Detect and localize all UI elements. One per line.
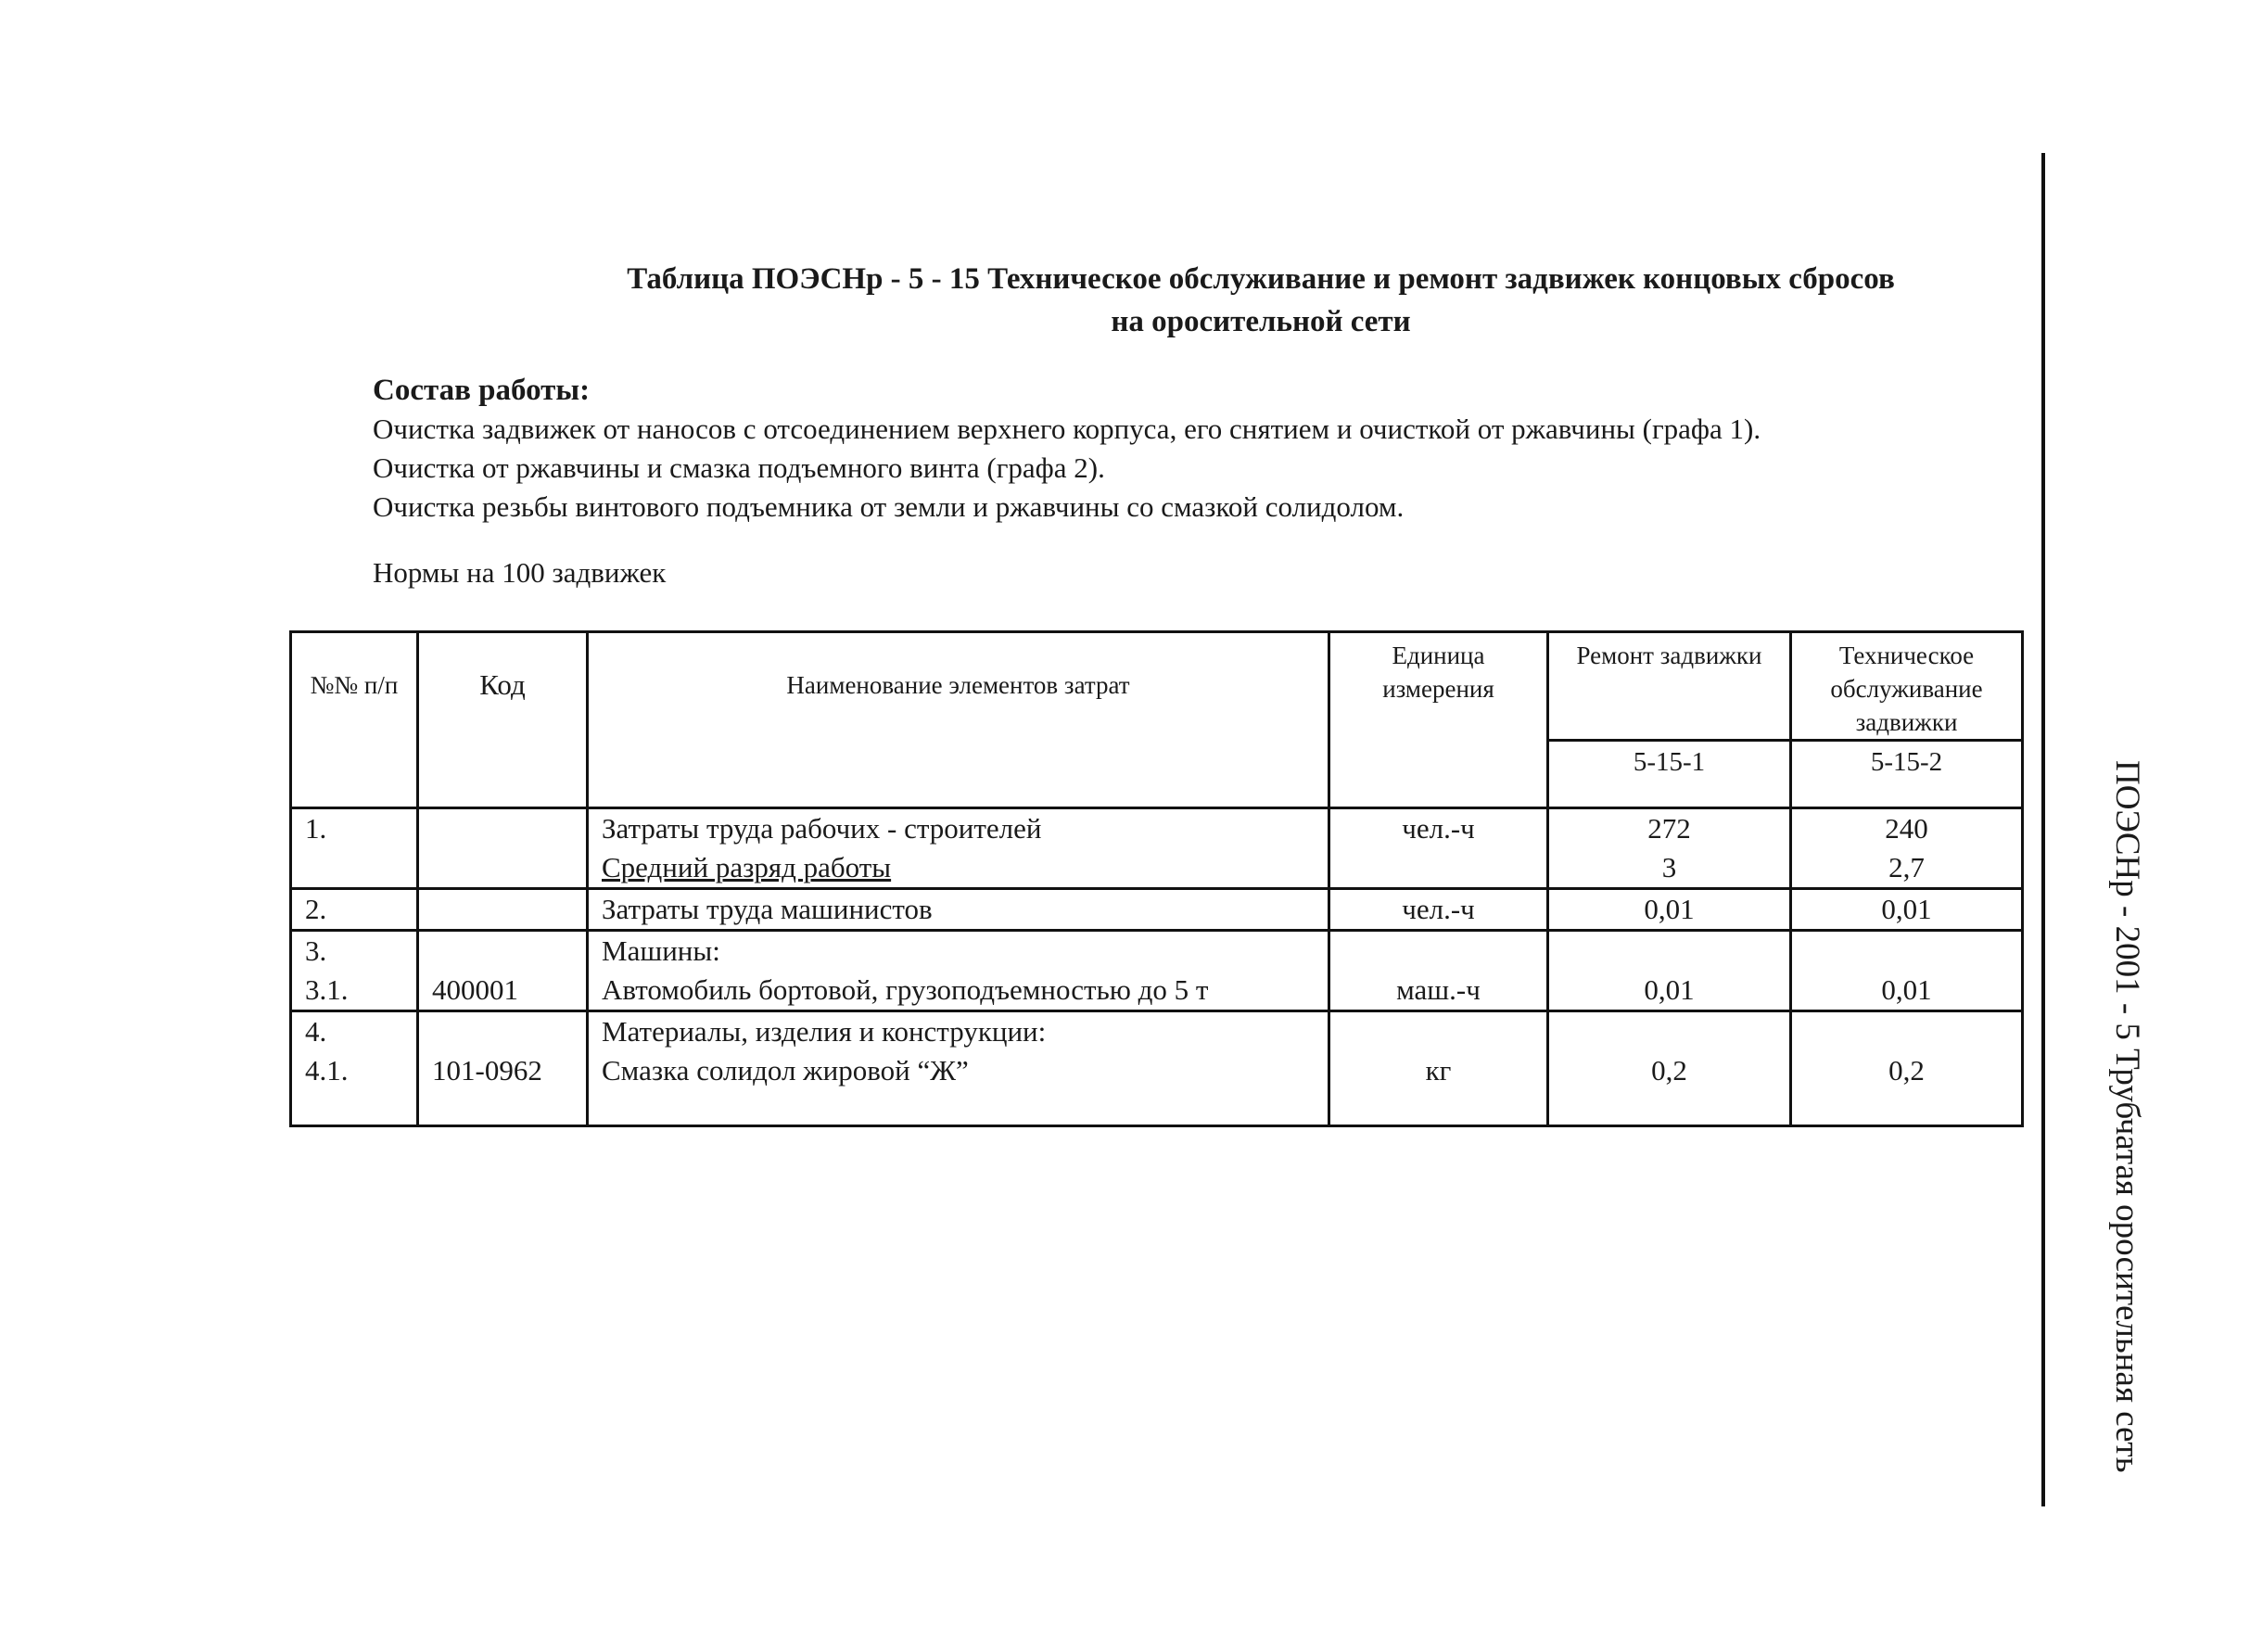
- row-code: [418, 889, 588, 931]
- row-unit: маш.-ч: [1329, 931, 1548, 1011]
- header-unit: Единица измерения: [1329, 632, 1548, 808]
- composition-item: Очистка резьбы винтового подъемника от земли и ржавчины со смазкой солидолом.: [373, 490, 1405, 523]
- composition-item: Очистка задвижек от наносов с отсоединением верхнего корпуса, его снятием и очисткой от ржавчины (графа 1).: [373, 413, 1761, 445]
- row-number: 4. 4.1.: [291, 1011, 418, 1126]
- work-composition: [373, 371, 2041, 527]
- row-repair-value: 0,2: [1548, 1011, 1791, 1126]
- header-repair: Ремонт задвижки: [1548, 632, 1791, 741]
- row-code: 400001: [418, 931, 588, 1011]
- row-name: Затраты труда машинистов: [588, 889, 1329, 931]
- table-row: [291, 808, 2023, 889]
- row-repair-value: 272 3: [1548, 808, 1791, 889]
- row-name: Материалы, изделия и конструкции: Смазка солидол жировой “Ж”: [588, 1011, 1329, 1126]
- header-repair-code: 5-15-1: [1548, 741, 1791, 808]
- table-row: [291, 1011, 2023, 1126]
- row-unit: чел.-ч: [1329, 889, 1548, 931]
- row-maintenance-value: 0,01: [1791, 889, 2023, 931]
- table-row: [291, 889, 2023, 931]
- side-divider: [2041, 153, 2045, 1506]
- header-code: Код: [418, 632, 588, 808]
- row-repair-value: 0,01: [1548, 931, 1791, 1011]
- row-unit: чел.-ч: [1329, 808, 1548, 889]
- row-maintenance-value: 240 2,7: [1791, 808, 2023, 889]
- row-number: 1.: [291, 808, 418, 889]
- composition-item: Очистка от ржавчины и смазка подъемного винта (графа 2).: [373, 451, 1105, 484]
- side-caption: ПОЭСНр - 2001 - 5 Трубчатая оросительная сеть: [2108, 760, 2146, 1473]
- title-line-2: на оросительной сети: [1111, 305, 1411, 338]
- title-line-1: Таблица ПОЭСНр - 5 - 15 Техническое обслуживание и ремонт задвижек концовых сбросов: [627, 262, 1895, 296]
- row-unit: кг: [1329, 1011, 1548, 1126]
- header-maintenance-code: 5-15-2: [1791, 741, 2023, 808]
- row-name: Затраты труда рабочих - строителей Средний разряд работы: [588, 808, 1329, 889]
- cost-table: [289, 630, 2024, 1127]
- header-number: №№ п/п: [291, 632, 418, 808]
- header-name: Наименование элементов затрат: [588, 632, 1329, 808]
- row-number: 3. 3.1.: [291, 931, 418, 1011]
- norms-caption: Нормы на 100 задвижек: [373, 556, 667, 589]
- table-row: [291, 931, 2023, 1011]
- composition-heading: Состав работы:: [373, 374, 591, 407]
- row-name: Машины: Автомобиль бортовой, грузоподъемностью до 5 т: [588, 931, 1329, 1011]
- row-code: [418, 808, 588, 889]
- header-maintenance: Техническое обслуживание задвижки: [1791, 632, 2023, 741]
- row-code: 101-0962: [418, 1011, 588, 1126]
- row-maintenance-value: 0,2: [1791, 1011, 2023, 1126]
- row-maintenance-value: 0,01: [1791, 931, 2023, 1011]
- row-number: 2.: [291, 889, 418, 931]
- row-repair-value: 0,01: [1548, 889, 1791, 931]
- table-title: [482, 258, 2040, 343]
